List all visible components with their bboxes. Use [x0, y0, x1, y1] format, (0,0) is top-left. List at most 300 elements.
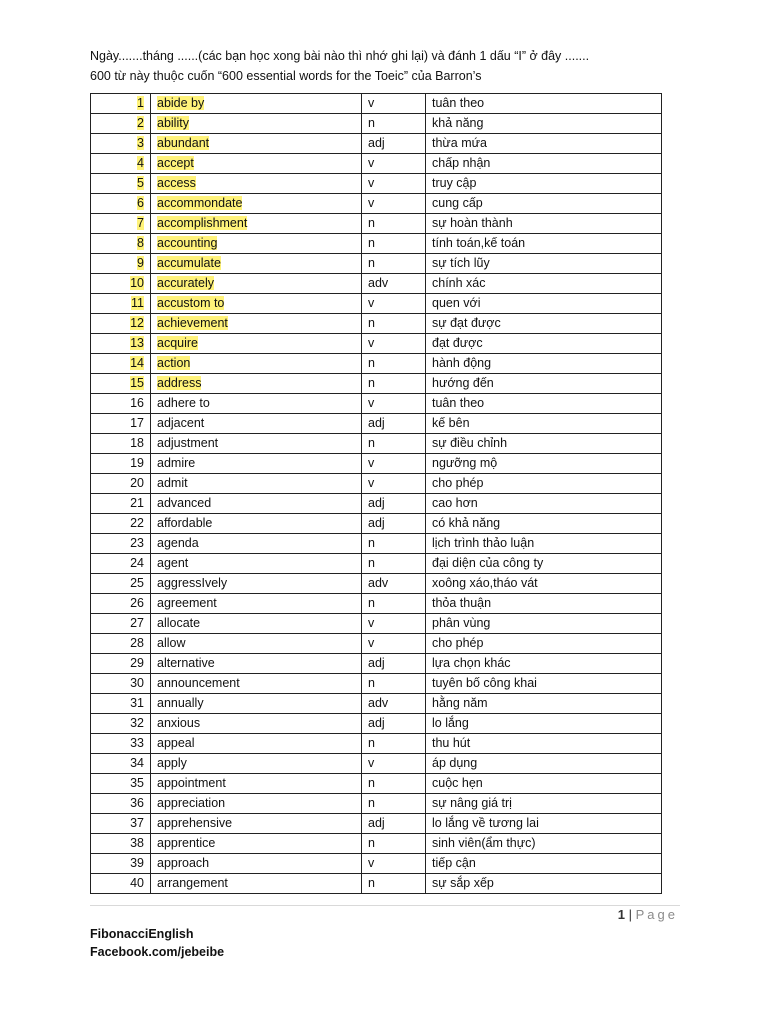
- row-part-of-speech: [362, 314, 426, 334]
- row-meaning-text: tuân theo: [432, 96, 485, 110]
- row-number: [91, 654, 151, 674]
- row-meaning: [426, 594, 662, 614]
- row-part-of-speech-text: n: [368, 556, 375, 570]
- row-word: [151, 514, 362, 534]
- row-part-of-speech-text: v: [368, 636, 375, 650]
- row-number: [91, 494, 151, 514]
- row-number: [91, 834, 151, 854]
- table-row: [91, 94, 662, 114]
- row-part-of-speech: [362, 674, 426, 694]
- row-word-text: approach: [157, 856, 210, 870]
- row-word: [151, 354, 362, 374]
- row-meaning-text: hành động: [432, 356, 492, 370]
- row-meaning: [426, 774, 662, 794]
- row-word-text: address: [157, 376, 202, 390]
- row-word: [151, 754, 362, 774]
- row-part-of-speech: [362, 274, 426, 294]
- row-part-of-speech: [362, 814, 426, 834]
- row-meaning-text: hằng năm: [432, 696, 488, 710]
- row-number-text: 15: [130, 376, 144, 390]
- row-part-of-speech: [362, 554, 426, 574]
- row-word: [151, 234, 362, 254]
- row-word-text: allow: [157, 636, 186, 650]
- row-meaning: [426, 734, 662, 754]
- row-number: [91, 714, 151, 734]
- row-part-of-speech: [362, 474, 426, 494]
- row-meaning: [426, 874, 662, 894]
- row-part-of-speech: [362, 434, 426, 454]
- row-number-text: 10: [130, 276, 144, 290]
- row-meaning-text: sự hoàn thành: [432, 216, 513, 230]
- row-number-text: 24: [130, 556, 144, 570]
- row-meaning: [426, 94, 662, 114]
- table-row: [91, 334, 662, 354]
- table-row: [91, 134, 662, 154]
- table-row: [91, 354, 662, 374]
- row-part-of-speech: [362, 334, 426, 354]
- row-word-text: admire: [157, 456, 196, 470]
- row-number: [91, 854, 151, 874]
- vocabulary-table-body: [91, 94, 662, 894]
- row-part-of-speech: [362, 614, 426, 634]
- row-meaning: [426, 494, 662, 514]
- row-number: [91, 814, 151, 834]
- row-word-text: alternative: [157, 656, 215, 670]
- row-part-of-speech-text: v: [368, 296, 375, 310]
- row-part-of-speech: [362, 234, 426, 254]
- row-meaning-text: sự nâng giá trị: [432, 796, 512, 810]
- table-row: [91, 274, 662, 294]
- row-word: [151, 454, 362, 474]
- row-meaning-text: thỏa thuận: [432, 596, 492, 610]
- row-part-of-speech-text: adj: [368, 716, 385, 730]
- row-number: [91, 614, 151, 634]
- table-row: [91, 214, 662, 234]
- row-number-text: 19: [130, 456, 144, 470]
- row-word: [151, 114, 362, 134]
- row-number-text: 38: [130, 836, 144, 850]
- row-part-of-speech-text: v: [368, 176, 375, 190]
- row-meaning: [426, 274, 662, 294]
- row-number: [91, 674, 151, 694]
- row-word-text: affordable: [157, 516, 213, 530]
- row-number-text: 9: [137, 256, 144, 270]
- row-meaning: [426, 834, 662, 854]
- row-part-of-speech-text: v: [368, 456, 375, 470]
- row-part-of-speech-text: v: [368, 396, 375, 410]
- row-number-text: 23: [130, 536, 144, 550]
- row-number-text: 27: [130, 616, 144, 630]
- row-word-text: apply: [157, 756, 187, 770]
- row-number: [91, 354, 151, 374]
- row-meaning-text: khả năng: [432, 116, 484, 130]
- row-part-of-speech-text: n: [368, 236, 375, 250]
- row-number: [91, 474, 151, 494]
- row-word-text: accounting: [157, 236, 218, 250]
- table-row: [91, 394, 662, 414]
- table-row: [91, 614, 662, 634]
- row-part-of-speech: [362, 154, 426, 174]
- row-part-of-speech-text: adj: [368, 816, 385, 830]
- row-meaning: [426, 294, 662, 314]
- table-row: [91, 234, 662, 254]
- row-word-text: adjustment: [157, 436, 219, 450]
- row-number: [91, 514, 151, 534]
- row-part-of-speech-text: v: [368, 96, 375, 110]
- row-number: [91, 214, 151, 234]
- table-row: [91, 554, 662, 574]
- row-part-of-speech: [362, 694, 426, 714]
- table-row: [91, 714, 662, 734]
- row-word-text: accustom to: [157, 296, 225, 310]
- row-meaning: [426, 794, 662, 814]
- footer-divider: [90, 905, 680, 906]
- row-word-text: anxious: [157, 716, 201, 730]
- row-meaning-text: lịch trình thảo luận: [432, 536, 535, 550]
- row-part-of-speech-text: n: [368, 836, 375, 850]
- row-word-text: announcement: [157, 676, 240, 690]
- row-part-of-speech-text: n: [368, 876, 375, 890]
- row-part-of-speech-text: adj: [368, 416, 385, 430]
- table-row: [91, 174, 662, 194]
- row-word-text: abundant: [157, 136, 210, 150]
- row-part-of-speech: [362, 634, 426, 654]
- table-row: [91, 654, 662, 674]
- row-word: [151, 94, 362, 114]
- row-meaning: [426, 574, 662, 594]
- row-meaning: [426, 814, 662, 834]
- row-word: [151, 294, 362, 314]
- row-number: [91, 794, 151, 814]
- row-part-of-speech-text: n: [368, 376, 375, 390]
- row-number-text: 34: [130, 756, 144, 770]
- row-number-text: 5: [137, 176, 144, 190]
- row-meaning-text: đạt được: [432, 336, 483, 350]
- row-number-text: 25: [130, 576, 144, 590]
- row-part-of-speech-text: v: [368, 476, 375, 490]
- row-number-text: 6: [137, 196, 144, 210]
- row-number: [91, 174, 151, 194]
- row-meaning-text: quen với: [432, 296, 481, 310]
- row-word: [151, 214, 362, 234]
- row-meaning: [426, 314, 662, 334]
- row-part-of-speech-text: v: [368, 756, 375, 770]
- table-row: [91, 514, 662, 534]
- row-meaning-text: tuân theo: [432, 396, 485, 410]
- row-word: [151, 494, 362, 514]
- row-word: [151, 134, 362, 154]
- row-word: [151, 614, 362, 634]
- row-number-text: 36: [130, 796, 144, 810]
- table-row: [91, 494, 662, 514]
- row-number-text: 11: [131, 296, 144, 310]
- row-meaning: [426, 474, 662, 494]
- table-row: [91, 314, 662, 334]
- row-meaning-text: cung cấp: [432, 196, 483, 210]
- row-word-text: acquire: [157, 336, 198, 350]
- row-number-text: 32: [130, 716, 144, 730]
- row-part-of-speech-text: n: [368, 356, 375, 370]
- row-word: [151, 474, 362, 494]
- row-part-of-speech-text: v: [368, 336, 375, 350]
- table-row: [91, 774, 662, 794]
- table-row: [91, 154, 662, 174]
- row-meaning-text: lo lắng: [432, 716, 469, 730]
- row-word: [151, 834, 362, 854]
- table-row: [91, 594, 662, 614]
- row-number-text: 39: [130, 856, 144, 870]
- row-meaning: [426, 334, 662, 354]
- table-row: [91, 534, 662, 554]
- row-number: [91, 314, 151, 334]
- table-row: [91, 854, 662, 874]
- row-number: [91, 154, 151, 174]
- row-meaning-text: cuộc hẹn: [432, 776, 483, 790]
- table-row: [91, 674, 662, 694]
- footer-brand: FibonacciEnglish: [90, 927, 194, 941]
- row-part-of-speech: [362, 874, 426, 894]
- row-part-of-speech: [362, 174, 426, 194]
- row-word-text: apprentice: [157, 836, 216, 850]
- row-word-text: advanced: [157, 496, 212, 510]
- row-meaning: [426, 414, 662, 434]
- row-word-text: abide by: [157, 96, 205, 110]
- row-number: [91, 294, 151, 314]
- row-meaning-text: áp dụng: [432, 756, 478, 770]
- row-part-of-speech: [362, 774, 426, 794]
- table-row: [91, 794, 662, 814]
- row-part-of-speech: [362, 714, 426, 734]
- row-meaning-text: sự sắp xếp: [432, 876, 494, 890]
- row-word-text: admit: [157, 476, 188, 490]
- row-part-of-speech: [362, 354, 426, 374]
- row-number-text: 4: [137, 156, 144, 170]
- row-number-text: 40: [130, 876, 144, 890]
- row-word-text: adhere to: [157, 396, 210, 410]
- row-word: [151, 594, 362, 614]
- row-word-text: arrangement: [157, 876, 228, 890]
- row-part-of-speech-text: adv: [368, 696, 389, 710]
- row-word: [151, 434, 362, 454]
- row-number-text: 28: [130, 636, 144, 650]
- row-meaning: [426, 754, 662, 774]
- row-word-text: accommondate: [157, 196, 243, 210]
- row-word: [151, 334, 362, 354]
- row-part-of-speech: [362, 734, 426, 754]
- row-number-text: 21: [130, 496, 144, 510]
- row-part-of-speech: [362, 534, 426, 554]
- row-part-of-speech: [362, 134, 426, 154]
- row-word-text: agreement: [157, 596, 217, 610]
- document-header: [90, 46, 690, 86]
- row-number-text: 13: [130, 336, 144, 350]
- table-row: [91, 694, 662, 714]
- row-meaning-text: lựa chọn khác: [432, 656, 511, 670]
- row-part-of-speech-text: n: [368, 316, 375, 330]
- row-part-of-speech-text: v: [368, 856, 375, 870]
- row-meaning: [426, 694, 662, 714]
- row-word-text: aggressIvely: [157, 576, 228, 590]
- row-word: [151, 414, 362, 434]
- row-meaning: [426, 354, 662, 374]
- table-row: [91, 454, 662, 474]
- table-row: [91, 734, 662, 754]
- table-row: [91, 834, 662, 854]
- row-number-text: 35: [130, 776, 144, 790]
- row-word-text: accurately: [157, 276, 214, 290]
- row-part-of-speech: [362, 214, 426, 234]
- row-number-text: 14: [130, 356, 144, 370]
- row-word-text: appointment: [157, 776, 226, 790]
- row-number: [91, 274, 151, 294]
- row-meaning-text: cao hơn: [432, 496, 478, 510]
- row-part-of-speech: [362, 454, 426, 474]
- row-word: [151, 694, 362, 714]
- row-part-of-speech: [362, 294, 426, 314]
- row-part-of-speech-text: n: [368, 216, 375, 230]
- row-meaning: [426, 514, 662, 534]
- row-meaning: [426, 254, 662, 274]
- row-number-text: 30: [130, 676, 144, 690]
- page-number: [560, 907, 678, 922]
- row-part-of-speech-text: adj: [368, 136, 385, 150]
- table-row: [91, 874, 662, 894]
- table-row: [91, 754, 662, 774]
- row-number: [91, 194, 151, 214]
- row-word-text: action: [157, 356, 191, 370]
- row-meaning-text: cho phép: [432, 476, 484, 490]
- row-meaning: [426, 534, 662, 554]
- row-word: [151, 714, 362, 734]
- row-meaning-text: tiếp cận: [432, 856, 476, 870]
- row-word: [151, 254, 362, 274]
- row-part-of-speech: [362, 414, 426, 434]
- table-row: [91, 114, 662, 134]
- row-number: [91, 414, 151, 434]
- row-meaning-text: xoông xáo,tháo vát: [432, 576, 538, 590]
- row-part-of-speech: [362, 754, 426, 774]
- row-word-text: apprehensive: [157, 816, 233, 830]
- row-part-of-speech: [362, 854, 426, 874]
- row-word: [151, 734, 362, 754]
- row-number: [91, 454, 151, 474]
- table-row: [91, 374, 662, 394]
- row-part-of-speech: [362, 654, 426, 674]
- row-word: [151, 674, 362, 694]
- row-part-of-speech-text: n: [368, 116, 375, 130]
- table-row: [91, 814, 662, 834]
- row-part-of-speech: [362, 574, 426, 594]
- row-meaning-text: kế bên: [432, 416, 470, 430]
- row-number: [91, 534, 151, 554]
- row-part-of-speech-text: n: [368, 776, 375, 790]
- row-part-of-speech: [362, 494, 426, 514]
- row-meaning: [426, 234, 662, 254]
- row-meaning-text: chấp nhận: [432, 156, 491, 170]
- row-part-of-speech: [362, 114, 426, 134]
- row-meaning: [426, 394, 662, 414]
- table-row: [91, 194, 662, 214]
- row-word: [151, 654, 362, 674]
- row-number-text: 12: [130, 316, 144, 330]
- row-word: [151, 774, 362, 794]
- row-number-text: 18: [130, 436, 144, 450]
- row-number-text: 17: [130, 416, 144, 430]
- row-word-text: agenda: [157, 536, 199, 550]
- row-meaning-text: phân vùng: [432, 616, 491, 630]
- row-meaning-text: thừa mứa: [432, 136, 487, 150]
- table-row: [91, 634, 662, 654]
- row-number: [91, 394, 151, 414]
- row-meaning: [426, 374, 662, 394]
- row-meaning-text: truy cập: [432, 176, 477, 190]
- row-word: [151, 534, 362, 554]
- row-word: [151, 814, 362, 834]
- row-meaning-text: lo lắng về tương lai: [432, 816, 539, 830]
- row-number-text: 29: [130, 656, 144, 670]
- row-part-of-speech: [362, 594, 426, 614]
- row-word-text: achievement: [157, 316, 228, 330]
- table-row: [91, 574, 662, 594]
- row-number: [91, 594, 151, 614]
- row-meaning-text: cho phép: [432, 636, 484, 650]
- vocabulary-table: [90, 93, 662, 894]
- page-number-separator: |: [628, 907, 632, 922]
- footer-facebook: Facebook.com/jebeibe: [90, 945, 225, 959]
- row-meaning: [426, 434, 662, 454]
- row-number: [91, 734, 151, 754]
- header-source-line: 600 từ này thuộc cuốn “600 essential words for the Toeic” của Barron’s: [90, 69, 482, 83]
- row-meaning: [426, 214, 662, 234]
- row-meaning: [426, 194, 662, 214]
- row-meaning: [426, 174, 662, 194]
- row-part-of-speech-text: adv: [368, 276, 389, 290]
- row-meaning: [426, 614, 662, 634]
- row-part-of-speech: [362, 394, 426, 414]
- row-part-of-speech-text: adv: [368, 576, 389, 590]
- page-label: Page: [635, 907, 678, 922]
- row-meaning: [426, 554, 662, 574]
- row-part-of-speech-text: n: [368, 796, 375, 810]
- row-part-of-speech-text: adj: [368, 656, 385, 670]
- row-word-text: appreciation: [157, 796, 226, 810]
- row-part-of-speech: [362, 94, 426, 114]
- row-number: [91, 434, 151, 454]
- row-part-of-speech: [362, 834, 426, 854]
- row-number: [91, 374, 151, 394]
- table-row: [91, 254, 662, 274]
- row-number-text: 8: [137, 236, 144, 250]
- row-word: [151, 174, 362, 194]
- row-number-text: 16: [130, 396, 144, 410]
- row-number-text: 7: [137, 216, 144, 230]
- row-word-text: access: [157, 176, 196, 190]
- row-word: [151, 874, 362, 894]
- document-footer: [90, 925, 224, 961]
- row-part-of-speech: [362, 254, 426, 274]
- row-meaning-text: ngưỡng mộ: [432, 456, 498, 470]
- row-part-of-speech: [362, 794, 426, 814]
- row-meaning-text: tính toán,kế toán: [432, 236, 526, 250]
- row-meaning-text: có khả năng: [432, 516, 501, 530]
- row-number-text: 2: [137, 116, 144, 130]
- row-meaning-text: sinh viên(ẩm thực): [432, 836, 536, 850]
- table-row: [91, 414, 662, 434]
- row-part-of-speech-text: v: [368, 156, 375, 170]
- row-part-of-speech-text: n: [368, 536, 375, 550]
- row-meaning-text: sự đạt được: [432, 316, 501, 330]
- row-part-of-speech: [362, 194, 426, 214]
